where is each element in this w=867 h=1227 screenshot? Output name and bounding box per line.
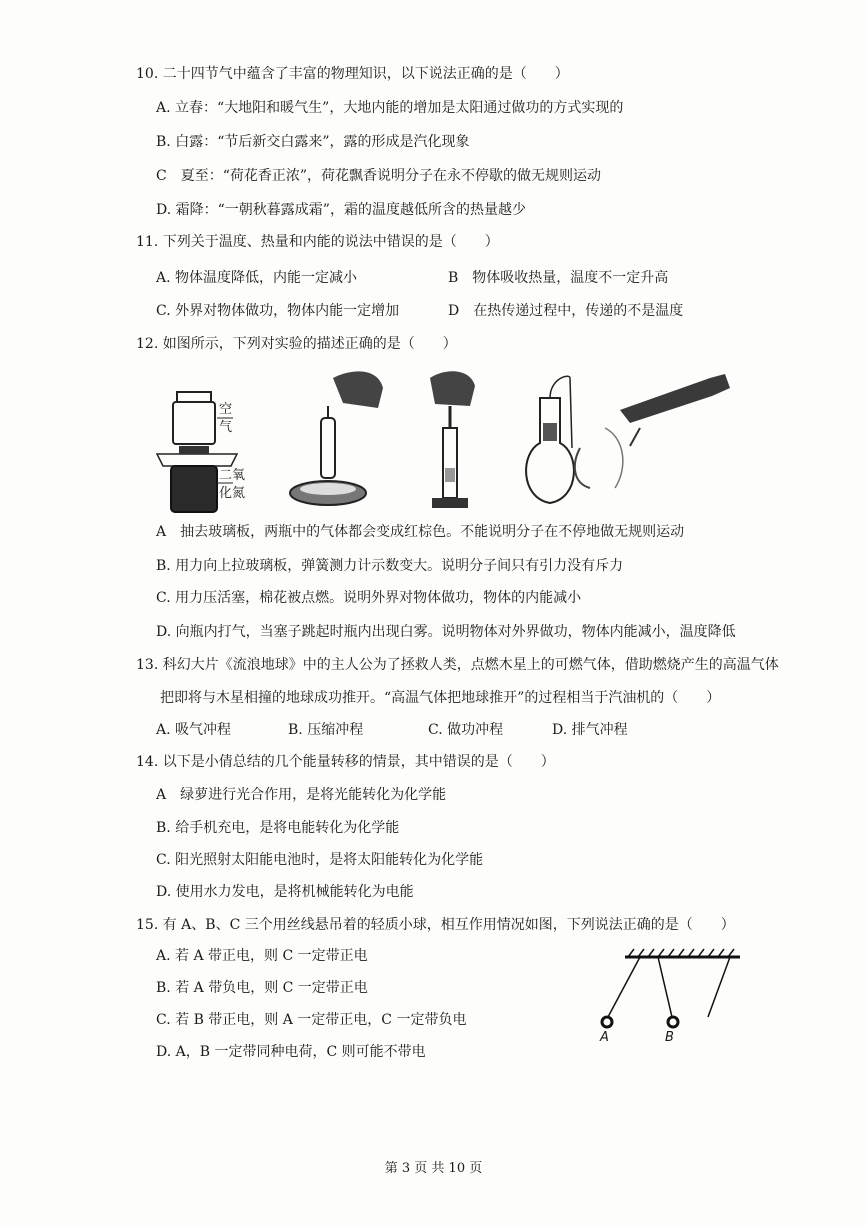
q14-option-d: D. 使用水力发电，是将机械能转化为电能	[156, 884, 414, 900]
q11-option-b: B 物体吸收热量，温度不一定升高	[448, 270, 669, 286]
q14-option-b: B. 给手机充电，是将电能转化为化学能	[156, 820, 400, 836]
q10-option-b: B. 白露：“节后新交白露来”，露的形成是汽化现象	[156, 134, 470, 150]
q13-option-b: B. 压缩冲程	[288, 722, 364, 738]
q15-option-d: D. A，B 一定带同种电荷，C 则可能不带电	[156, 1044, 426, 1060]
q14-stem: 14. 以下是小倩总结的几个能量转移的情景，其中错误的是（ ）	[136, 754, 555, 770]
q10-option-d: D. 霜降：“一朝秋暮露成霜”，霜的温度越低所含的热量越少	[156, 202, 526, 218]
hand-pump-figure	[600, 368, 750, 448]
q12-option-c: C. 用力压活塞，棉花被点燃。说明外界对物体做功，物体的内能减小	[156, 590, 582, 606]
q15-option-a: A. 若 A 带正电，则 C 一定带正电	[156, 948, 368, 964]
q15-option-c: C. 若 B 带正电，则 A 一定带正电，C 一定带负电	[156, 1012, 467, 1028]
q11-option-a: A. 物体温度降低，内能一定减小	[156, 270, 358, 286]
q11-option-c: C. 外界对物体做功，物体内能一定增加	[156, 303, 400, 319]
q14-option-a: A 绿萝进行光合作用，是将光能转化为化学能	[156, 787, 447, 803]
q11-stem: 11. 下列关于温度、热量和内能的说法中错误的是（ ）	[136, 234, 499, 250]
q12-option-b: B. 用力向上拉玻璃板，弹簧测力计示数变大。说明分子间只有引力没有斥力	[156, 558, 624, 574]
ball-a-label: A	[600, 1030, 609, 1045]
q12-figure-group	[155, 368, 755, 518]
q14-option-c: C. 阳光照射太阳能电池时，是将太阳能转化为化学能	[156, 852, 484, 868]
q11-option-d: D 在热传递过程中，传递的不是温度	[448, 303, 684, 319]
fig-label-air-2: 气	[219, 420, 233, 435]
q10-option-c: C 夏至：“荷花香正浓”，荷花飘香说明分子在永不停歇的做无规则运动	[156, 168, 602, 184]
q13-stem-line2: 把即将与木星相撞的地球成功推开。“高温气体把地球推开”的过程相当于汽油机的（ ）	[160, 690, 721, 706]
fire-syringe-figure	[410, 368, 490, 518]
q10-stem: 10. 二十四节气中蕴含了丰富的物理知识，以下说法正确的是（ ）	[136, 66, 569, 82]
ball-b-label: B	[665, 1030, 674, 1045]
spring-scale-glass-figure	[283, 368, 393, 518]
fig-label-no2-1: 二氧	[219, 468, 246, 483]
q12-option-d: D. 向瓶内打气，当塞子跳起时瓶内出现白雾。说明物体对外界做功，物体内能减小，温度降低	[156, 624, 736, 640]
page-footer: 第 3 页 共 10 页	[384, 1161, 483, 1176]
q12-stem: 12. 如图所示，下列对实验的描述正确的是（ ）	[136, 336, 457, 352]
q15-stem: 15. 有 A、B、C 三个用丝线悬吊着的轻质小球，相互作用情况如图，下列说法正确的是（ ）	[136, 917, 735, 933]
q13-option-d: D. 排气冲程	[552, 722, 628, 738]
q13-option-c: C. 做功冲程	[428, 722, 504, 738]
q13-option-a: A. 吸气冲程	[156, 722, 232, 738]
fig-label-no2-2: 化氮	[219, 486, 246, 501]
diffusion-bottles-figure	[155, 388, 265, 518]
fig-label-air-1: 空	[219, 402, 233, 417]
q15-option-b: B. 若 A 带负电，则 C 一定带正电	[156, 980, 368, 996]
q13-stem-line1: 13. 科幻大片《流浪地球》中的主人公为了拯救人类，点燃木星上的可燃气体，借助燃烧产生的高温气体	[136, 657, 779, 673]
q10-option-a: A. 立春：“大地阳和暖气生”，大地内能的增加是太阳通过做功的方式实现的	[156, 100, 624, 116]
q12-option-a: A 抽去玻璃板，两瓶中的气体都会变成红棕色。不能说明分子在不停地做无规则运动	[156, 524, 685, 540]
